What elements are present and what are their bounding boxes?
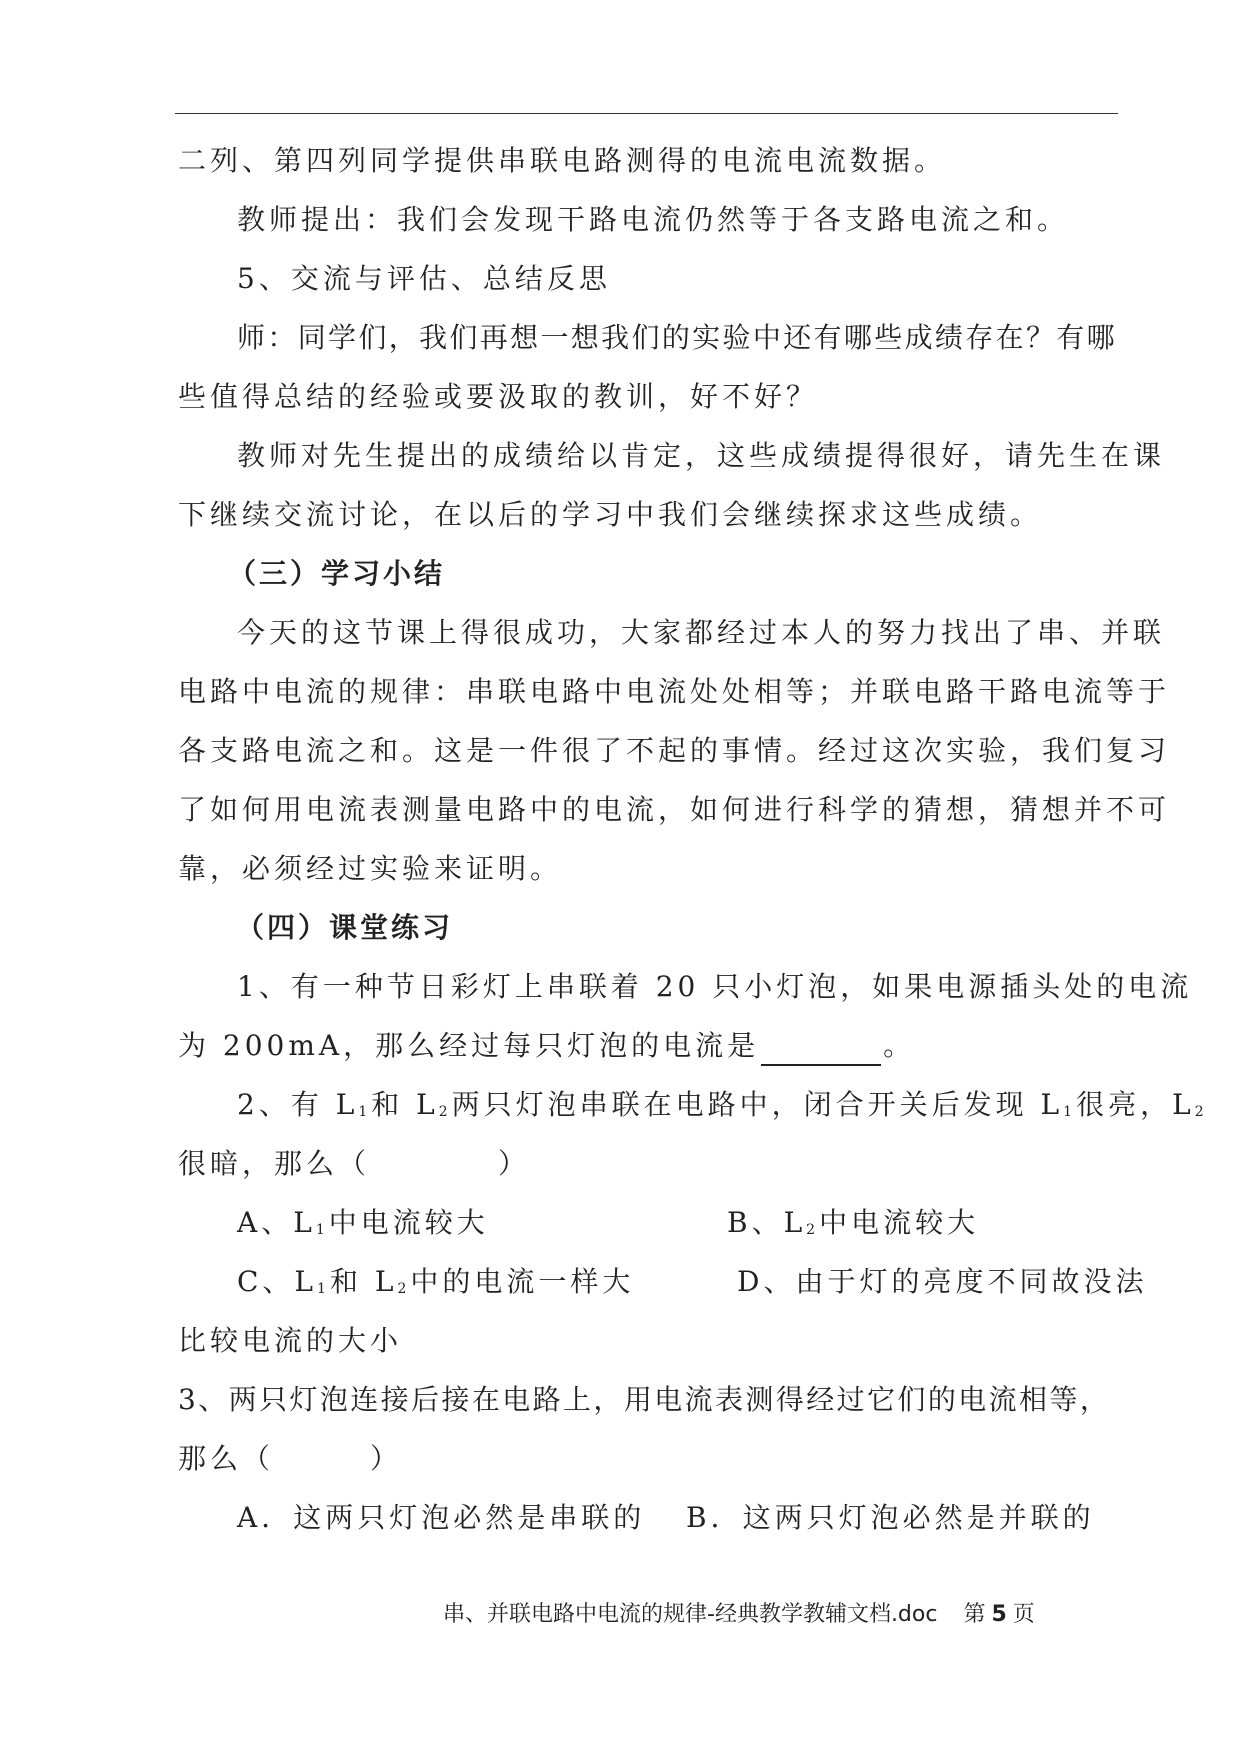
glyph: 想 [570, 321, 599, 354]
paragraph-line: 教师对先生提出的成绩给以肯定，这些成绩提得很好，请先生在课 [237, 439, 1166, 472]
glyph: 在 [995, 321, 1024, 354]
paragraph-line: 了如何用电流表测量电路中的电流，如何进行科学的猜想，猜想并不可 [178, 793, 1171, 826]
footer-document-title: 串、并联电路中电流的规律-经典教学教辅文档.doc [443, 1602, 938, 1627]
glyph: 学 [328, 321, 357, 354]
glyph: 哪 [843, 321, 872, 354]
subscript: 1 [1063, 1104, 1077, 1120]
page-suffix: 页 [1012, 1602, 1035, 1627]
paragraph-line: 二列、第四列同学提供串联电路测得的电流电流数据。 [178, 144, 947, 177]
paragraph-line: 些值得总结的经验或要汲取的教训，好不好？ [178, 380, 819, 413]
glyph: 们 [631, 321, 660, 354]
paragraph-line: 靠，必须经过实验来证明。 [178, 852, 563, 885]
question-3-option-b: B．这两只灯泡必然是并联的 [686, 1501, 1095, 1534]
text-run: B、L [727, 1206, 807, 1239]
subscript: 1 [358, 1104, 372, 1120]
subscript: 1 [317, 1281, 330, 1297]
text-run: 为 200mA，那么经过每只灯泡的电流是 [178, 1029, 760, 1062]
glyph: 们 [449, 321, 478, 354]
glyph: 哪 [1086, 321, 1115, 354]
answer-blank [761, 1034, 881, 1066]
text-run: 和 L [371, 1088, 439, 1121]
text-run: 两只灯泡串联在电路中，闭合开关后发现 L [451, 1088, 1064, 1121]
question-2-line [237, 1085, 1208, 1125]
text-run [237, 318, 1115, 358]
question-3-line: 3、两只灯泡连接后接在电路上，用电流表测得经过它们的电流相等， [178, 1383, 1111, 1416]
text-run: 。 [883, 1029, 916, 1062]
glyph: 有 [813, 321, 842, 354]
section-heading-summary: （三）学习小结 [228, 557, 446, 590]
question-1-line: 1、有一种节日彩灯上串联着 20 只小灯泡，如果电源插头处的电流 [237, 970, 1193, 1003]
question-3-option-a: A．这两只灯泡必然是串联的 [237, 1501, 646, 1534]
page-prefix: 第 [963, 1602, 986, 1627]
question-2-option-c [237, 1262, 634, 1302]
text-run: 和 L [329, 1265, 398, 1298]
glyph: 的 [661, 321, 690, 354]
subscript: 2 [806, 1222, 820, 1238]
glyph: 我 [601, 321, 630, 354]
glyph: 有 [1056, 321, 1085, 354]
paragraph-line [237, 318, 1115, 358]
glyph: 想 [510, 321, 539, 354]
subscript: 1 [315, 1222, 329, 1238]
glyph: 们 [358, 321, 387, 354]
glyph: 绩 [934, 321, 963, 354]
text-run: A、L [237, 1206, 316, 1239]
paragraph-line: 教师提出：我们会发现干路电流仍然等于各支路电流之和。 [237, 203, 1070, 236]
paragraph-line: 下继续交流讨论，在以后的学习中我们会继续探求这些成绩。 [178, 498, 1043, 531]
glyph: ？ [1025, 321, 1054, 354]
paragraph-line: 今天的这节课上得很成功，大家都经过本人的努力找出了串、并联 [237, 616, 1166, 649]
glyph: ， [388, 321, 417, 354]
glyph: 师 [237, 321, 266, 354]
paragraph-line: 各支路电流之和。这是一件很了不起的事情。经过这次实验，我们复习 [178, 734, 1171, 767]
text-run: 2、有 L [237, 1088, 359, 1121]
question-2-option-d: D、由于灯的亮度不同故没法 [737, 1265, 1148, 1298]
glyph: 存 [965, 321, 994, 354]
glyph: 我 [419, 321, 448, 354]
text-run: C、L [237, 1265, 318, 1298]
header-rule [175, 113, 1118, 114]
glyph: 些 [874, 321, 903, 354]
glyph: ： [267, 321, 296, 354]
question-2-option-a [237, 1203, 489, 1243]
glyph: 中 [752, 321, 781, 354]
question-2-option-b [727, 1203, 979, 1243]
question-3-line: 那么（ ） [178, 1442, 403, 1475]
paragraph-line: 电路中电流的规律：串联电路中电流处处相等；并联电路干路电流等于 [178, 675, 1171, 708]
glyph: 成 [904, 321, 933, 354]
glyph: 还 [783, 321, 812, 354]
glyph: 验 [722, 321, 751, 354]
subscript: 2 [397, 1281, 411, 1297]
question-2-line: 很暗，那么（ ） [178, 1147, 531, 1180]
page-number: 5 [991, 1602, 1007, 1627]
text-run: 很亮，L [1076, 1088, 1195, 1121]
page-indicator [963, 1602, 1034, 1627]
text-run: 中电流较大 [819, 1206, 980, 1239]
glyph: 实 [692, 321, 721, 354]
subscript: 2 [438, 1104, 452, 1120]
section-heading-exercises: （四）课堂练习 [236, 911, 454, 944]
glyph: 同 [297, 321, 326, 354]
text-run: 中的电流一样大 [410, 1265, 635, 1298]
question-2-line: 比较电流的大小 [178, 1324, 403, 1357]
glyph: 再 [479, 321, 508, 354]
text-run: 中电流较大 [328, 1206, 489, 1239]
subscript: 2 [1194, 1104, 1208, 1120]
page-footer [443, 1599, 1035, 1631]
question-1-line [178, 1026, 915, 1066]
glyph: 一 [540, 321, 569, 354]
paragraph-line: 5、交流与评估、总结反思 [237, 262, 611, 295]
